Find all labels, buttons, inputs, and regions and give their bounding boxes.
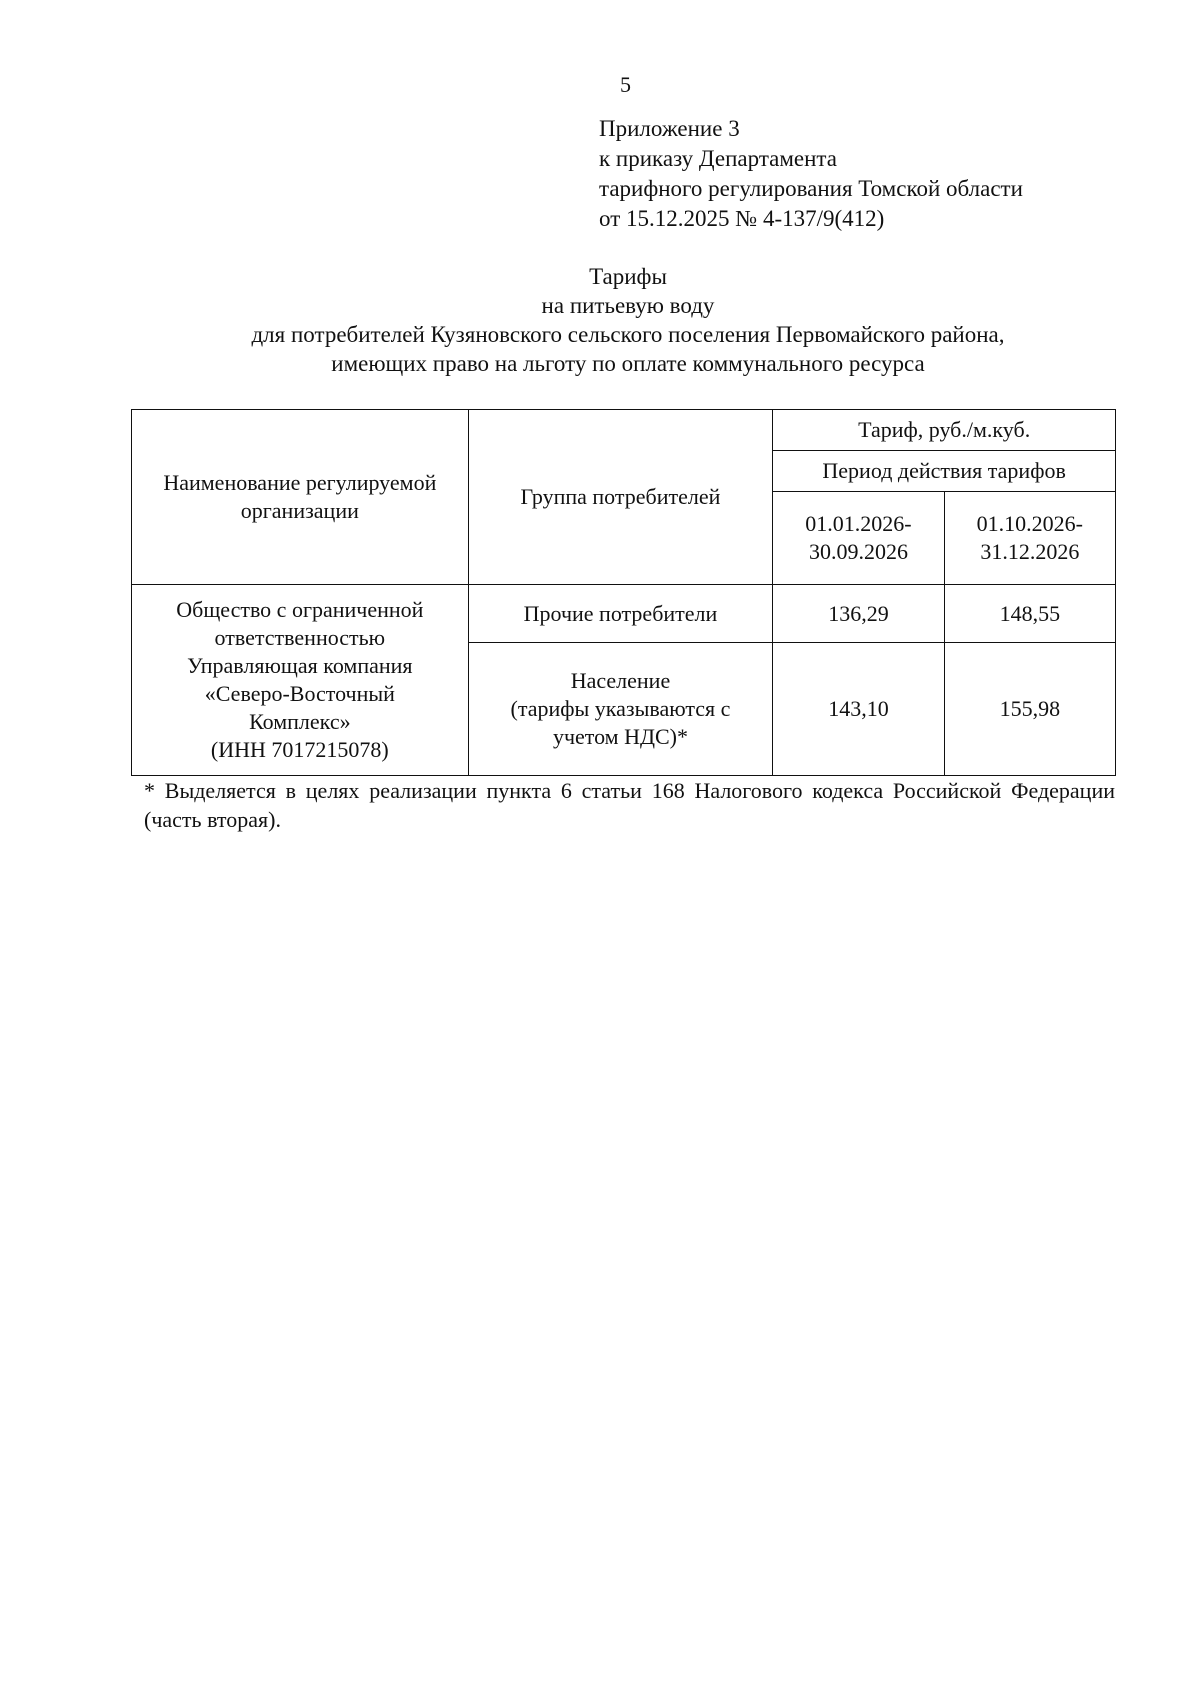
appendix-line-3: тарифного регулирования Томской области <box>599 176 1023 201</box>
organization-line-2: ответственностью <box>214 625 386 650</box>
appendix-header <box>599 114 1023 234</box>
organization-line-4: «Северо-Восточный <box>204 681 395 706</box>
group-population <box>468 643 773 776</box>
period-2-start: 01.10.2026- <box>976 511 1083 536</box>
organization-line-5: Комплекс» <box>249 709 351 734</box>
header-period-1 <box>773 492 944 585</box>
appendix-line-4: от 15.12.2025 № 4-137/9(412) <box>599 206 885 231</box>
tariff-table <box>131 409 1116 776</box>
title-line-4: имеющих право на льготу по оплате коммунального ресурса <box>331 351 925 376</box>
footnote: * Выделяется в целях реализации пункта 6 статьи 168 Налогового кодекса Российской Федерации (часть вторая). <box>144 778 1115 832</box>
tariff-value: 136,29 <box>773 585 944 643</box>
period-1-end: 30.09.2026 <box>808 539 908 564</box>
title-line-1: Тарифы <box>589 264 667 289</box>
appendix-line-1: Приложение 3 <box>599 116 740 141</box>
organization-line-3: Управляющая компания <box>187 653 413 678</box>
period-2-end: 31.12.2026 <box>980 539 1080 564</box>
title-line-3: для потребителей Кузяновского сельского поселения Первомайского района, <box>251 322 1005 347</box>
table-header-row <box>132 410 1116 451</box>
group-population-line-2: (тарифы указываются с <box>510 696 731 721</box>
header-period-2 <box>944 492 1115 585</box>
appendix-line-2: к приказу Департамента <box>599 146 837 171</box>
period-1-start: 01.01.2026- <box>805 511 912 536</box>
header-consumer-group: Группа потребителей <box>468 410 773 585</box>
group-population-line-3: учетом НДС)* <box>552 724 688 749</box>
tariff-value: 143,10 <box>773 643 944 776</box>
organization-line-6: (ИНН 7017215078) <box>210 737 389 762</box>
table-row <box>132 585 1116 643</box>
group-population-line-1: Население <box>570 668 671 693</box>
title-line-2: на питьевую воду <box>541 293 715 318</box>
header-org-name: Наименование регулируемой организации <box>132 410 469 585</box>
group-other-consumers: Прочие потребители <box>468 585 773 643</box>
document-title <box>0 262 1200 378</box>
organization-cell <box>132 585 469 776</box>
organization-line-1: Общество с ограниченной <box>176 597 424 622</box>
header-period-label: Период действия тарифов <box>773 451 1116 492</box>
header-tariff-unit: Тариф, руб./м.куб. <box>773 410 1116 451</box>
tariff-value: 155,98 <box>944 643 1115 776</box>
tariff-value: 148,55 <box>944 585 1115 643</box>
page-number: 5 <box>620 72 631 97</box>
